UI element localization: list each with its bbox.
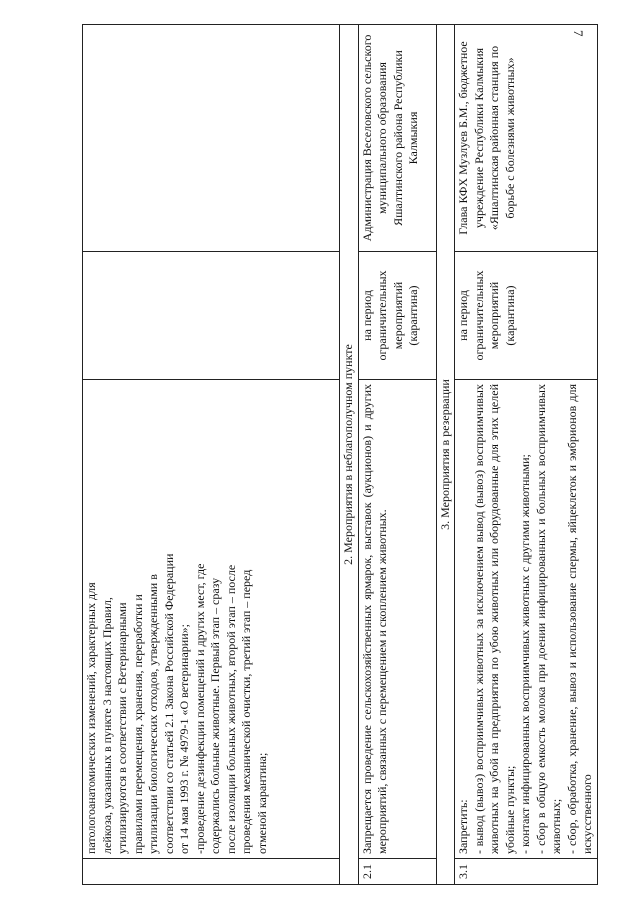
text-line: от 14 мая 1993 г. № 4979-1 «О ветеринарии»;	[177, 624, 191, 854]
table-row-2-1	[358, 25, 436, 885]
text-line: после изоляции больных животных, второй этап – после	[223, 564, 238, 854]
text-line: -проведение дезинфекции помещений и других мест, где	[192, 563, 207, 854]
text-line: лейкоза, указанных в пункте 3 настоящих Правил,	[99, 597, 114, 854]
list-item: - контакт инфицированных восприимчивых животных с другими животными;	[518, 454, 532, 854]
responsible-cell-continuation	[83, 25, 340, 252]
table-row-3-1	[455, 25, 598, 885]
table-row-continuation	[83, 25, 340, 885]
prohibition-list	[472, 384, 596, 854]
row-number-cell	[83, 859, 340, 885]
text-line: соответствии со статьей 2.1 Закона Российской Федерации	[161, 553, 176, 854]
term-cell-continuation	[83, 252, 340, 380]
list-item: - сбор в общую емкость молока при доении инфицированных и больных восприимчивых животных;	[533, 384, 563, 854]
row-number-cell: 2.1	[358, 859, 436, 885]
rotated-landscape-page	[82, 25, 594, 885]
text-line: правилами перемещения, хранения, переработки и	[130, 594, 145, 854]
measure-cell	[455, 380, 598, 859]
responsible-cell: Администрация Веселовского сельского муниципального образования Яшалтинского района Республики Калмыкия	[358, 25, 436, 252]
section-header-row	[340, 25, 359, 885]
list-item: - вывод (вывоз) восприимчивых животных за исключением вывод (вывоз) восприимчивых животных на убой на предприятия по убою животных или оборудованные для этих целей убойные пункты;	[471, 384, 517, 854]
measure-cell-continuation	[83, 380, 340, 859]
text-line: проведения механической очистки, третий этап – перед	[239, 569, 253, 854]
page-number: 7	[571, 30, 586, 37]
measure-cell: Запрещается проведение сельскохозяйственных ярмарок, выставок (аукционов) и других мероприятий, связанных с перемещением и скоплением животных.	[358, 380, 436, 859]
list-item: - сбор, обработка, хранение, вывоз и использование спермы, яйцеклеток и эмбрионов для искусственного	[564, 384, 594, 854]
section-header-row	[436, 25, 455, 885]
text-line: утилизируются в соответствии с Ветеринарными	[115, 602, 129, 854]
list-intro: Запретить:	[456, 799, 470, 854]
term-cell: на период ограничительных мероприятий (карантина)	[455, 252, 598, 380]
section-title-3: 3. Мероприятия в резервации	[436, 25, 455, 885]
text-line: отменой карантина;	[254, 752, 269, 854]
term-cell: на период ограничительных мероприятий (карантина)	[358, 252, 436, 380]
measures-table	[82, 24, 598, 885]
responsible-cell: Глава КФХ Музлуев Б.М., бюджетное учреждение Республики Калмыкия «Яшалтинская районная станция по борьбе с болезнями животных»	[455, 25, 598, 252]
section-title-2: 2. Мероприятия в неблагополучном пункте	[340, 25, 359, 885]
text-line: патологоанатомических изменений, характерных для	[84, 582, 98, 854]
text-line: содержались больные животные. Первый этап – сразу	[208, 577, 222, 854]
row-number-cell: 3.1	[455, 859, 598, 885]
text-line: утилизации биологических отходов, утвержденными в	[146, 574, 160, 854]
